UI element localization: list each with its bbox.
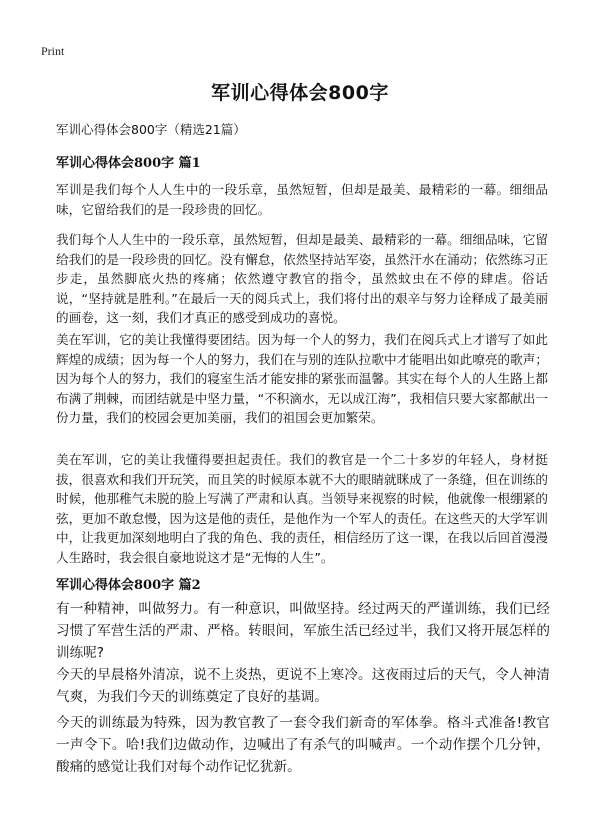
print-link[interactable]: Print [41, 44, 65, 58]
section-heading-1: 军训心得体会800字 篇1 [56, 156, 201, 171]
paragraph: 美在军训，它的美让我懂得要团结。因为每一个人的努力，我们在阅兵式上才谱写了如此辉煌的成绩；因为每一个人的努力，我们在与别的连队拉歌中才能唱出如此嘹亮的歌声；因为每个人的努力，我们的寝室生活才能安排的紧张而温馨。其实在每个人的人生路上都布满了荆棘，而团结就是中坚力量，“不积滴水，无以成江海”，我相信只要大家都献出一份力量，我们的校园会更加美丽，我们的祖国会更加繁荣。 [56, 332, 548, 425]
page-title: 军训心得体会800字 [211, 82, 389, 104]
paragraph: 我们每个人人生中的一段乐章，虽然短暂，但却是最美、最精彩的一幕。细细品味，它留给我们的是一段珍贵的回忆。没有懈怠，依然坚持站军姿，虽然汗水在涌动；依然练习正步走，虽然脚底火热的疼痛；依然遵守教官的指令，虽然蚊虫在不停的肆虐。俗话说，“坚持就是胜利。”在最后一天的阅兵式上，我们将付出的艰辛与努力诠释成了最美丽的画卷，这一刻，我们才真正的感受到成功的喜悦。 [56, 232, 548, 325]
paragraph: 有一种精神，叫做努力。有一种意识，叫做坚持。经过两天的严谨训练，我们已经习惯了军营生活的严肃、严格。转眼间，军旅生活已经过半，我们又将开展怎样的训练呢? [56, 601, 550, 661]
document-subtitle: 军训心得体会800字（精选21篇） [56, 122, 246, 137]
paragraph: 今天的早晨格外清凉，说不上炎热，更说不上寒冷。这夜雨过后的天气，令人神清气爽，为我们今天的训练奠定了良好的基调。 [56, 667, 550, 705]
paragraph: 美在军训，它的美让我懂得要担起责任。我们的教官是一个二十多岁的年轻人，身材挺拔，很喜欢和我们开玩笑，而且笑的时候原本就不大的眼睛就眯成了一条缝，但在训练的时候，他那稚气未脱的脸上写满了严肃和认真。当领导来视察的时候，他就像一根绷紧的弦，更加不敢怠慢，因为这是他的责任，是他作为一个军人的责任。在这些天的大学军训中，让我更加深刻地明白了我的角色、我的责任，相信经历了这一课，在我以后回首漫漫人生路时，我会很自豪地说这才是“无悔的人生”。 [56, 452, 548, 565]
section-heading-2: 军训心得体会800字 篇2 [56, 578, 201, 593]
paragraph: 军训是我们每个人人生中的一段乐章，虽然短暂，但却是最美、最精彩的一幕。细细品味，它留给我们的是一段珍贵的回忆。 [56, 182, 548, 217]
paragraph: 今天的训练最为特殊，因为教官教了一套令我们新奇的军体拳。格斗式准备!教官一声令下。哈!我们边做动作，边喊出了有杀气的叫喊声。一个动作摆个几分钟，酸痛的感觉让我们对每个动作记忆犹新。 [56, 715, 550, 775]
